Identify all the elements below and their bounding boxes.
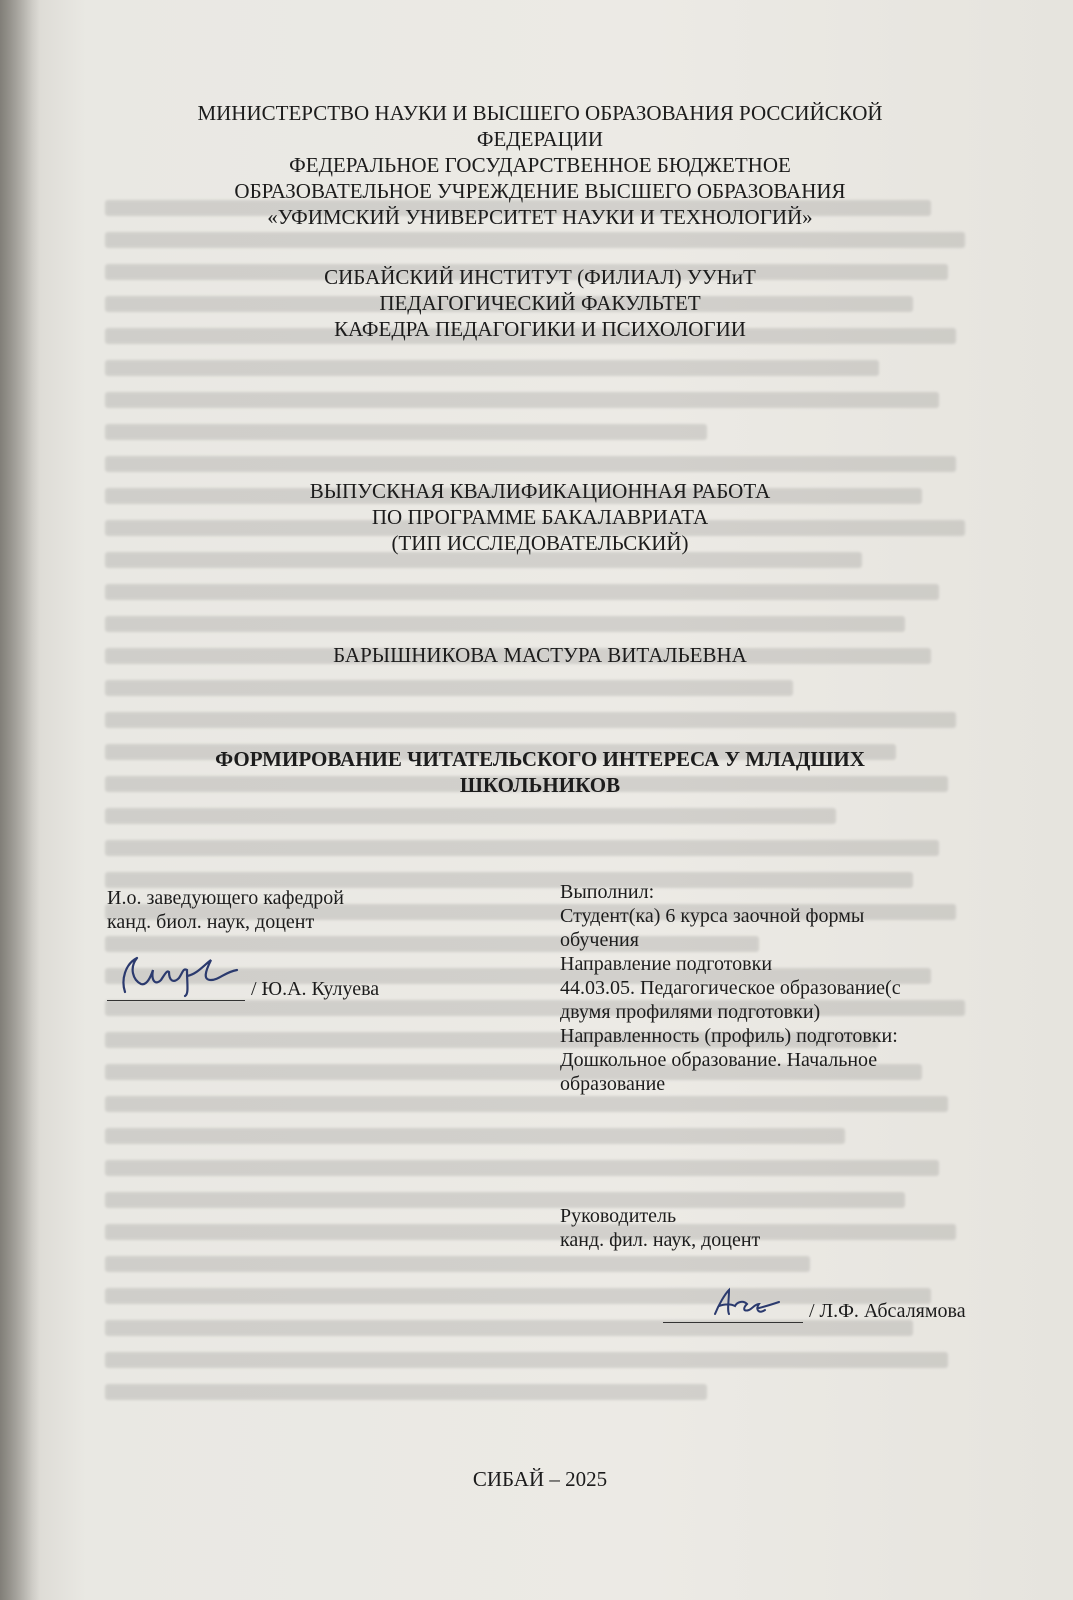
student-line: 44.03.05. Педагогическое образование(с: [560, 977, 901, 999]
header-line: ФЕДЕРАЦИИ: [476, 127, 604, 151]
work-type-block: [110, 478, 970, 556]
supervisor-name: / Л.Ф. Абсалямова: [809, 1300, 966, 1322]
student-line: Направленность (профиль) подготовки:: [560, 1025, 898, 1047]
student-line: образование: [560, 1073, 666, 1095]
head-degree: канд. биол. наук, доцент: [107, 911, 315, 933]
head-of-department-block: [107, 886, 379, 1001]
faculty-line: ПЕДАГОГИЧЕСКИЙ ФАКУЛЬТЕТ: [379, 291, 701, 315]
student-line: обучения: [560, 929, 639, 951]
supervisor-degree: канд. фил. наук, доцент: [560, 1229, 761, 1251]
student-line: двумя профилями подготовки): [560, 1001, 821, 1023]
supervisor-block: [560, 1204, 760, 1252]
student-line: Дошкольное образование. Начальное: [560, 1049, 878, 1071]
header-line: ФЕДЕРАЛЬНОЕ ГОСУДАРСТВЕННОЕ БЮДЖЕТНОЕ: [289, 153, 791, 177]
title-line: ШКОЛЬНИКОВ: [459, 773, 621, 797]
thesis-title: [110, 746, 970, 798]
department-line: КАФЕДРА ПЕДАГОГИКИ И ПСИХОЛОГИИ: [334, 317, 746, 341]
student-label: Выполнил:: [560, 881, 655, 903]
header-line: МИНИСТЕРСТВО НАУКИ И ВЫСШЕГО ОБРАЗОВАНИЯ РОССИЙСКОЙ: [197, 101, 883, 125]
bleed-through-text: [105, 200, 965, 1460]
student-block: [560, 880, 901, 1096]
title-line: ФОРМИРОВАНИЕ ЧИТАТЕЛЬСКОГО ИНТЕРЕСА У МЛАДШИХ: [215, 747, 865, 771]
student-line: Студент(ка) 6 курса заочной формы: [560, 905, 865, 927]
institute-block: [110, 264, 970, 342]
author-name: БАРЫШНИКОВА МАСТУРА ВИТАЛЬЕВНА: [333, 643, 747, 667]
ministry-header: [110, 100, 970, 230]
head-name: / Ю.А. Кулуева: [251, 978, 380, 1000]
work-type-line: ВЫПУСКНАЯ КВАЛИФИКАЦИОННАЯ РАБОТА: [309, 479, 771, 503]
signature-kulueva: [107, 950, 257, 998]
student-line: Направление подготовки: [560, 953, 773, 975]
header-line: ОБРАЗОВАТЕЛЬНОЕ УЧРЕЖДЕНИЕ ВЫСШЕГО ОБРАЗОВАНИЯ: [234, 179, 846, 203]
supervisor-signature-row: [663, 1292, 966, 1323]
header-line: «УФИМСКИЙ УНИВЕРСИТЕТ НАУКИ И ТЕХНОЛОГИЙ»: [267, 205, 813, 229]
signature-absalyamova: [663, 1286, 803, 1320]
institute-line: СИБАЙСКИЙ ИНСТИТУТ (ФИЛИАЛ) УУНиТ: [324, 265, 756, 289]
signature-line: [107, 966, 245, 1001]
supervisor-role: Руководитель: [560, 1205, 677, 1227]
work-type-line: ПО ПРОГРАММЕ БАКАЛАВРИАТА: [371, 505, 709, 529]
head-role: И.о. заведующего кафедрой: [107, 887, 345, 909]
page-edge-shadow: [0, 0, 40, 1600]
signature-line: [663, 1292, 803, 1323]
work-type-line: (ТИП ИССЛЕДОВАТЕЛЬСКИЙ): [391, 531, 689, 555]
city-year: СИБАЙ – 2025: [472, 1467, 608, 1491]
